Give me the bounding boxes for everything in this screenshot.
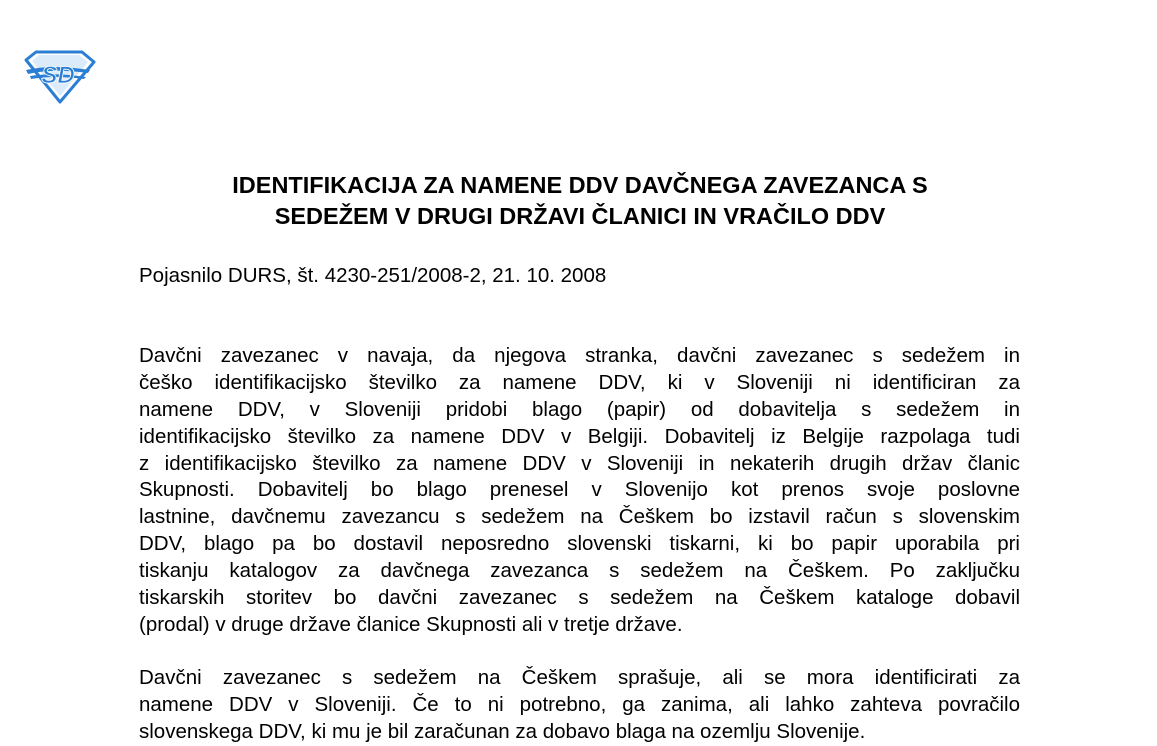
document-title (140, 170, 1020, 232)
paragraph-line: Davčni zavezanec v navaja, da njegova stranka, davčni zavezanec s sedežem in (139, 344, 1020, 367)
durs-shield-logo-icon (22, 50, 96, 104)
paragraph-line: (prodal) v druge države članice Skupnosti ali v tretje države. (139, 612, 683, 636)
paragraph-line: slovenskega DDV, ki mu je bil zaračunan za dobavo blaga na ozemlju Slovenije. (139, 719, 866, 743)
paragraph-line: DDV, blago pa bo dostavil neposredno slovenski tiskarni, ki bo papir uporabila pri (139, 532, 1020, 556)
paragraph-line: tiskarskih storitev bo davčni zavezanec s sedežem na Češkem kataloge dobavil (139, 586, 1020, 610)
paragraph-line: Skupnosti. Dobavitelj bo blago prenesel v Slovenijo kot prenos svoje poslovne (139, 478, 1020, 502)
paragraph-line: identifikacijsko številko za namene DDV v Belgiji. Dobavitelj iz Belgije razpolaga tudi (139, 424, 1020, 448)
durs-logo (22, 50, 96, 104)
paragraph-line: Davčni zavezanec s sedežem na Češkem sprašuje, ali se mora identificirati za (139, 666, 1020, 689)
paragraph-line: lastnine, davčnemu zavezancu s sedežem na Češkem bo izstavil račun s slovenskim (139, 505, 1020, 529)
paragraph-1 (139, 343, 1020, 639)
paragraph-line: namene DDV, v Sloveniji pridobi blago (papir) od dobavitelja s sedežem in (139, 397, 1020, 421)
paragraph-2 (139, 665, 1020, 746)
paragraph-line: namene DDV v Sloveniji. Če to ni potrebno, ga zanima, ali lahko zahteva povračilo (139, 692, 1020, 716)
document-reference: Pojasnilo DURS, št. 4230-251/2008-2, 21. 10. 2008 (139, 264, 607, 287)
document-title-line-1: IDENTIFIKACIJA ZA NAMENE DDV DAVČNEGA ZAVEZANCA S (232, 172, 928, 198)
paragraph-line: tiskanju katalogov za davčnega zavezanca s sedežem na Češkem. Po zaključku (139, 559, 1020, 583)
paragraph-line: z identifikacijsko številko za namene DDV v Sloveniji in nekaterih drugih držav članic (139, 451, 1020, 475)
logo-letters: SD (41, 62, 75, 89)
paragraph-line: češko identifikacijsko številko za namene DDV, ki v Sloveniji ni identificiran za (139, 370, 1020, 394)
document-title-line-2: SEDEŽEM V DRUGI DRŽAVI ČLANICI IN VRAČILO DDV (274, 203, 886, 229)
